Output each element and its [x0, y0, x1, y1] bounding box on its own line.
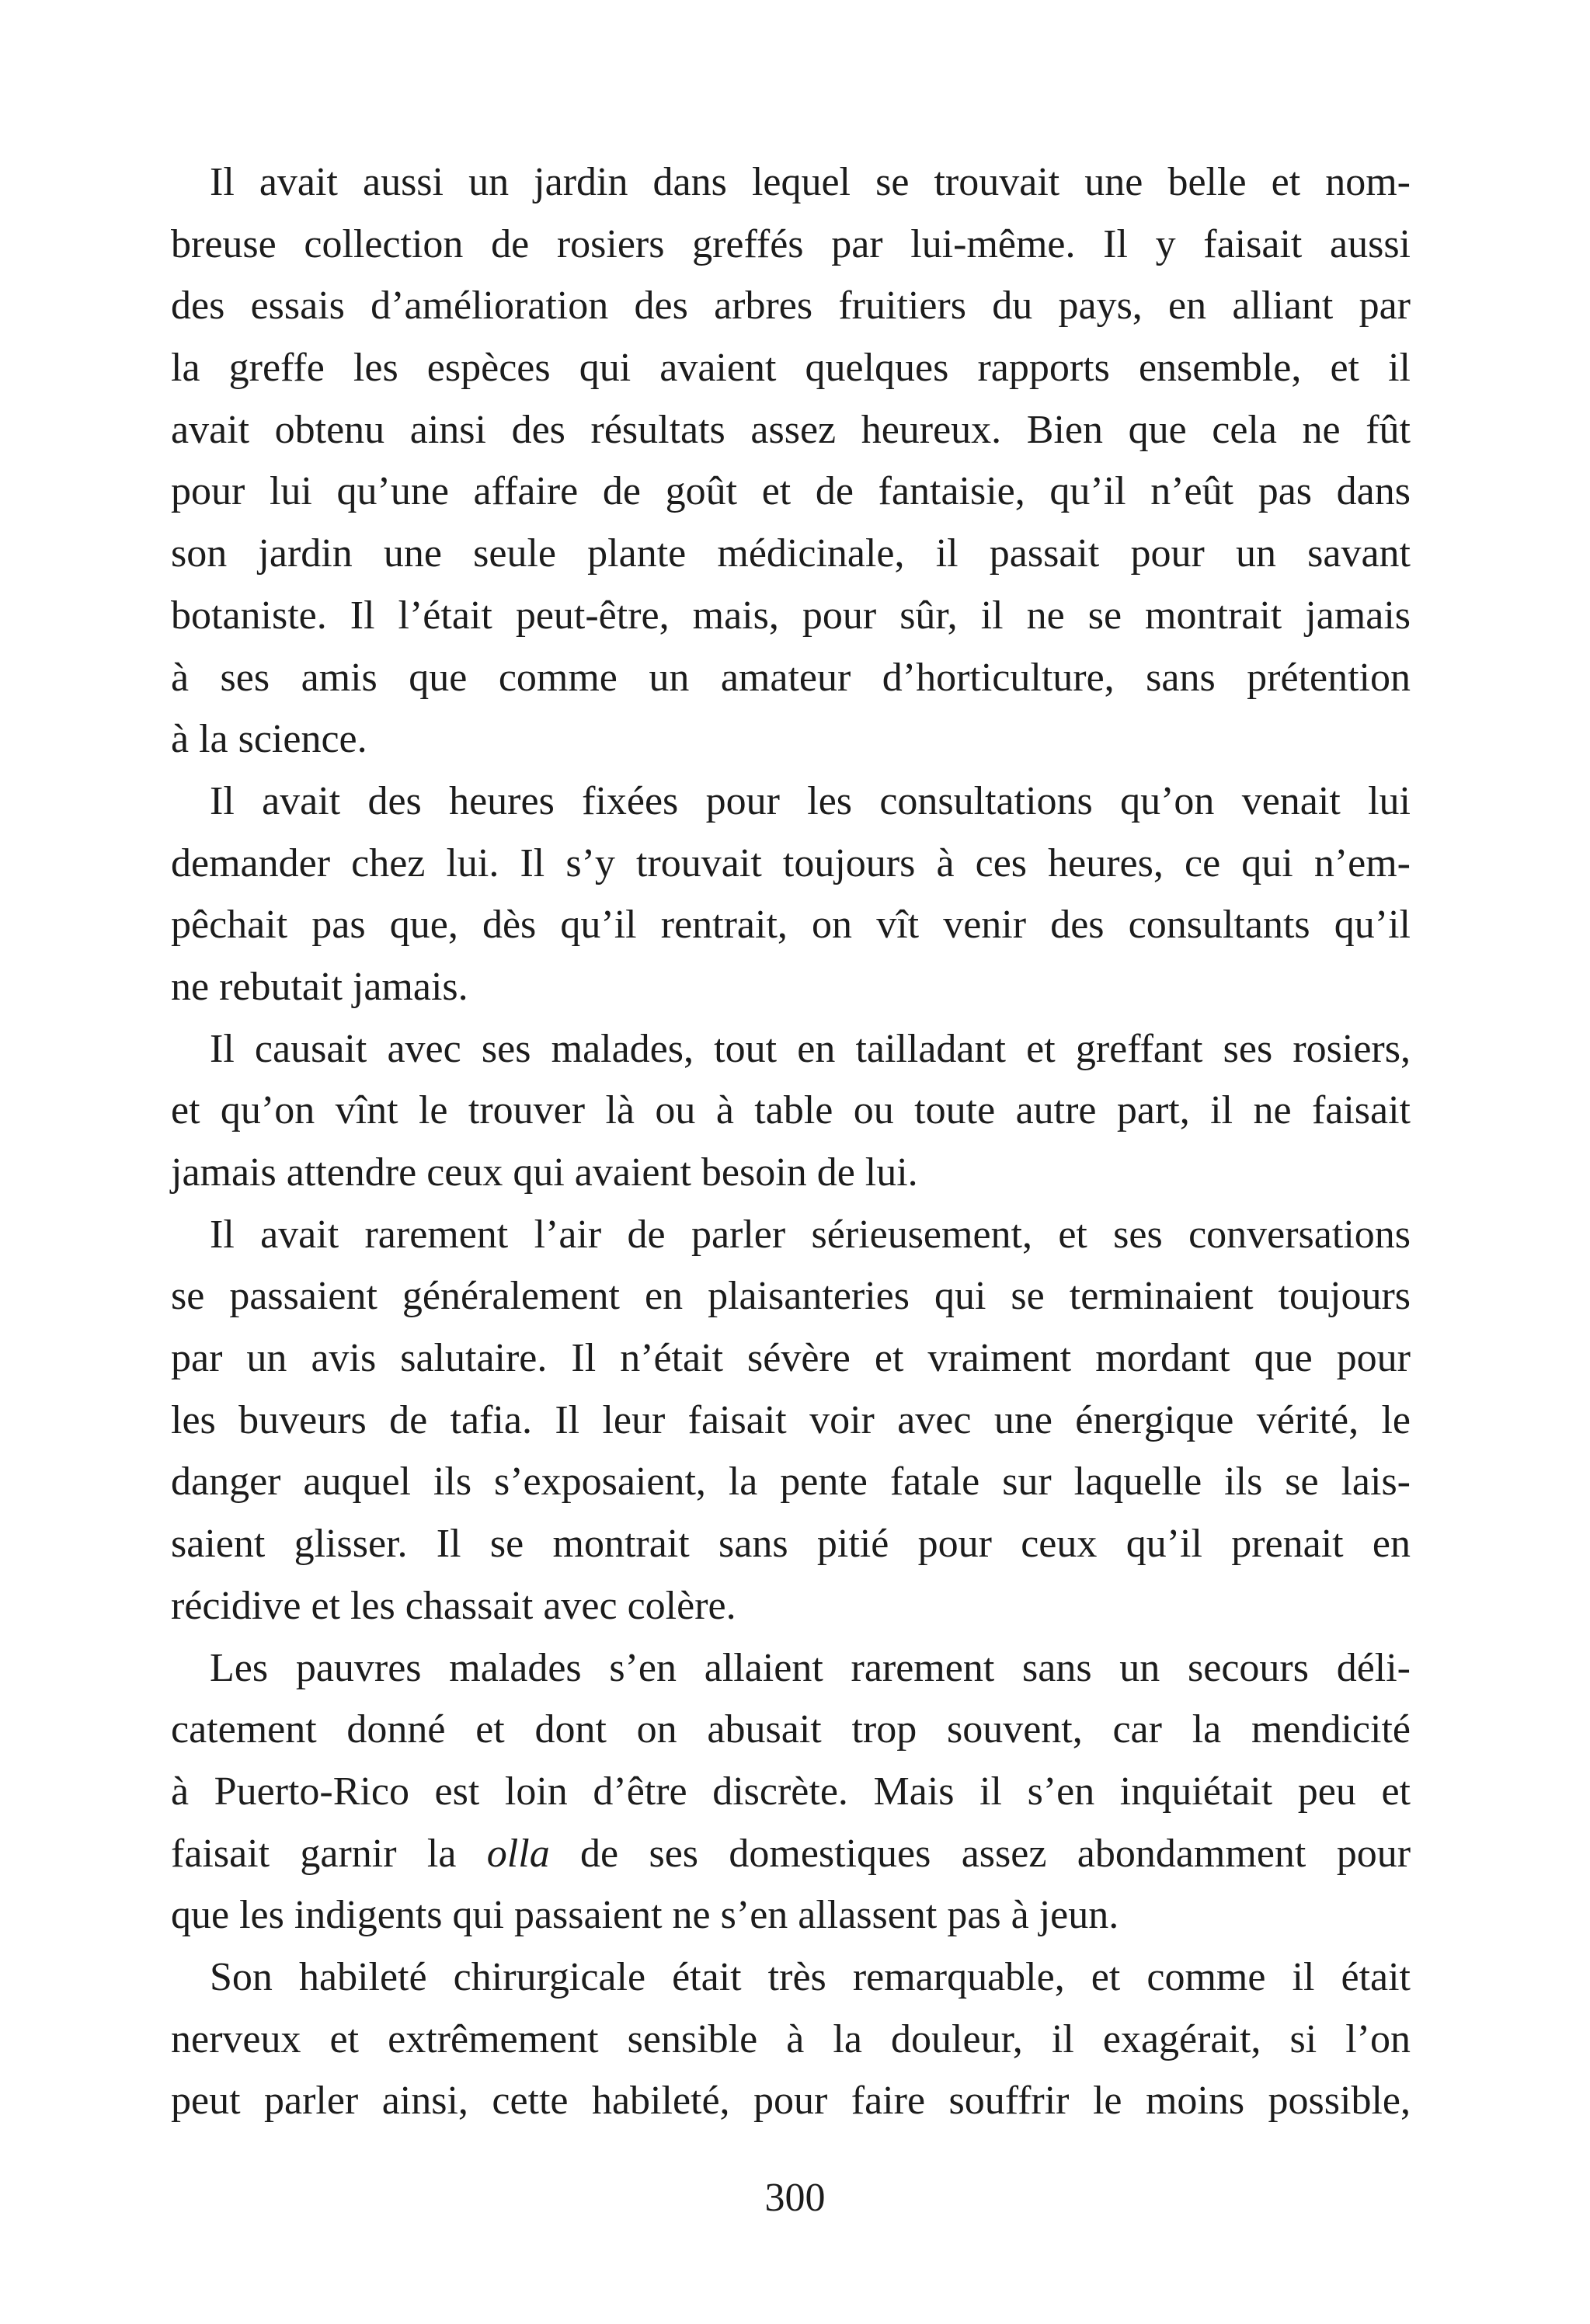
italic-word: olla: [486, 1831, 550, 1876]
text-line: son jardin une seule plante médicinale, il passait pour un savant: [171, 531, 1411, 576]
paragraph: [171, 1204, 1411, 1637]
text-line: jamais attendre ceux qui avaient besoin de lui.: [171, 1150, 918, 1195]
text-line: que les indigents qui passaient ne s’en allassent pas à jeun.: [171, 1893, 1119, 1938]
text-line: Son habileté chirurgicale était très remarquable, et comme il était: [210, 1954, 1411, 1999]
text-line: Il causait avec ses malades, tout en tailladant et greffant ses rosiers,: [210, 1026, 1411, 1071]
text-line: pêchait pas que, dès qu’il rentrait, on vît venir des consultants qu’il: [171, 903, 1411, 948]
paragraph: [171, 151, 1411, 771]
text-line: botaniste. Il l’était peut-être, mais, pour sûr, il ne se montrait jamais: [171, 593, 1411, 638]
text-line: Il avait des heures fixées pour les consultations qu’on venait lui: [210, 778, 1411, 823]
text-line: Il avait aussi un jardin dans lequel se trouvait une belle et nom-: [210, 160, 1411, 204]
text-line: avait obtenu ainsi des résultats assez heureux. Bien que cela ne fût: [171, 407, 1411, 452]
text-line: saient glisser. Il se montrait sans pitié pour ceux qu’il prenait en: [171, 1522, 1411, 1567]
text-line: peut parler ainsi, cette habileté, pour faire souffrir le moins possible,: [171, 2079, 1411, 2124]
text-line: Les pauvres malades s’en allaient rarement sans un secours déli-: [210, 1645, 1411, 1690]
text-line: les buveurs de tafia. Il leur faisait voir avec une énergique vérité, le: [171, 1397, 1411, 1442]
paragraph: [171, 1637, 1411, 1947]
paragraph: [171, 1947, 1411, 2132]
text-line: à la science.: [171, 717, 367, 762]
text-line: par un avis salutaire. Il n’était sévère et vraiment mordant que pour: [171, 1336, 1411, 1381]
text-line: à Puerto-Rico est loin d’être discrète. Mais il s’en inquiétait peu et: [171, 1769, 1411, 1814]
text-line: ne rebutait jamais.: [171, 964, 468, 1009]
text-line: demander chez lui. Il s’y trouvait toujours à ces heures, ce qui n’em-: [171, 840, 1411, 885]
text-line: et qu’on vînt le trouver là ou à table ou toute autre part, il ne faisait: [171, 1088, 1411, 1133]
paragraph: [171, 771, 1411, 1018]
text-line: à ses amis que comme un amateur d’horticulture, sans prétention: [171, 655, 1411, 700]
page-number: 300: [764, 2176, 826, 2220]
text-line: breuse collection de rosiers greffés par lui-même. Il y faisait aussi: [171, 221, 1411, 266]
text-line: nerveux et extrêmement sensible à la douleur, il exagérait, si l’on: [171, 2016, 1411, 2061]
text-line: catement donné et dont on abusait trop souvent, car la mendicité: [171, 1707, 1411, 1752]
body-text: [171, 151, 1411, 2132]
text-line: se passaient généralement en plaisanteries qui se terminaient toujours: [171, 1274, 1411, 1319]
text-fragment: faisait garnir la: [171, 1831, 487, 1876]
text-line: Il avait rarement l’air de parler sérieusement, et ses conversations: [210, 1212, 1411, 1257]
text-fragment: de ses domestiques assez abondamment pour: [549, 1831, 1411, 1876]
paragraph: [171, 1018, 1411, 1204]
text-line: des essais d’amélioration des arbres fruitiers du pays, en alliant par: [171, 284, 1411, 329]
text-line: récidive et les chassait avec colère.: [171, 1583, 736, 1628]
text-line: danger auquel ils s’exposaient, la pente fatale sur laquelle ils se lais-: [171, 1459, 1411, 1505]
text-line-with-italic: [171, 1823, 1411, 1885]
text-line: la greffe les espèces qui avaient quelques rapports ensemble, et il: [171, 346, 1411, 391]
text-line: pour lui qu’une affaire de goût et de fantaisie, qu’il n’eût pas dans: [171, 469, 1411, 514]
